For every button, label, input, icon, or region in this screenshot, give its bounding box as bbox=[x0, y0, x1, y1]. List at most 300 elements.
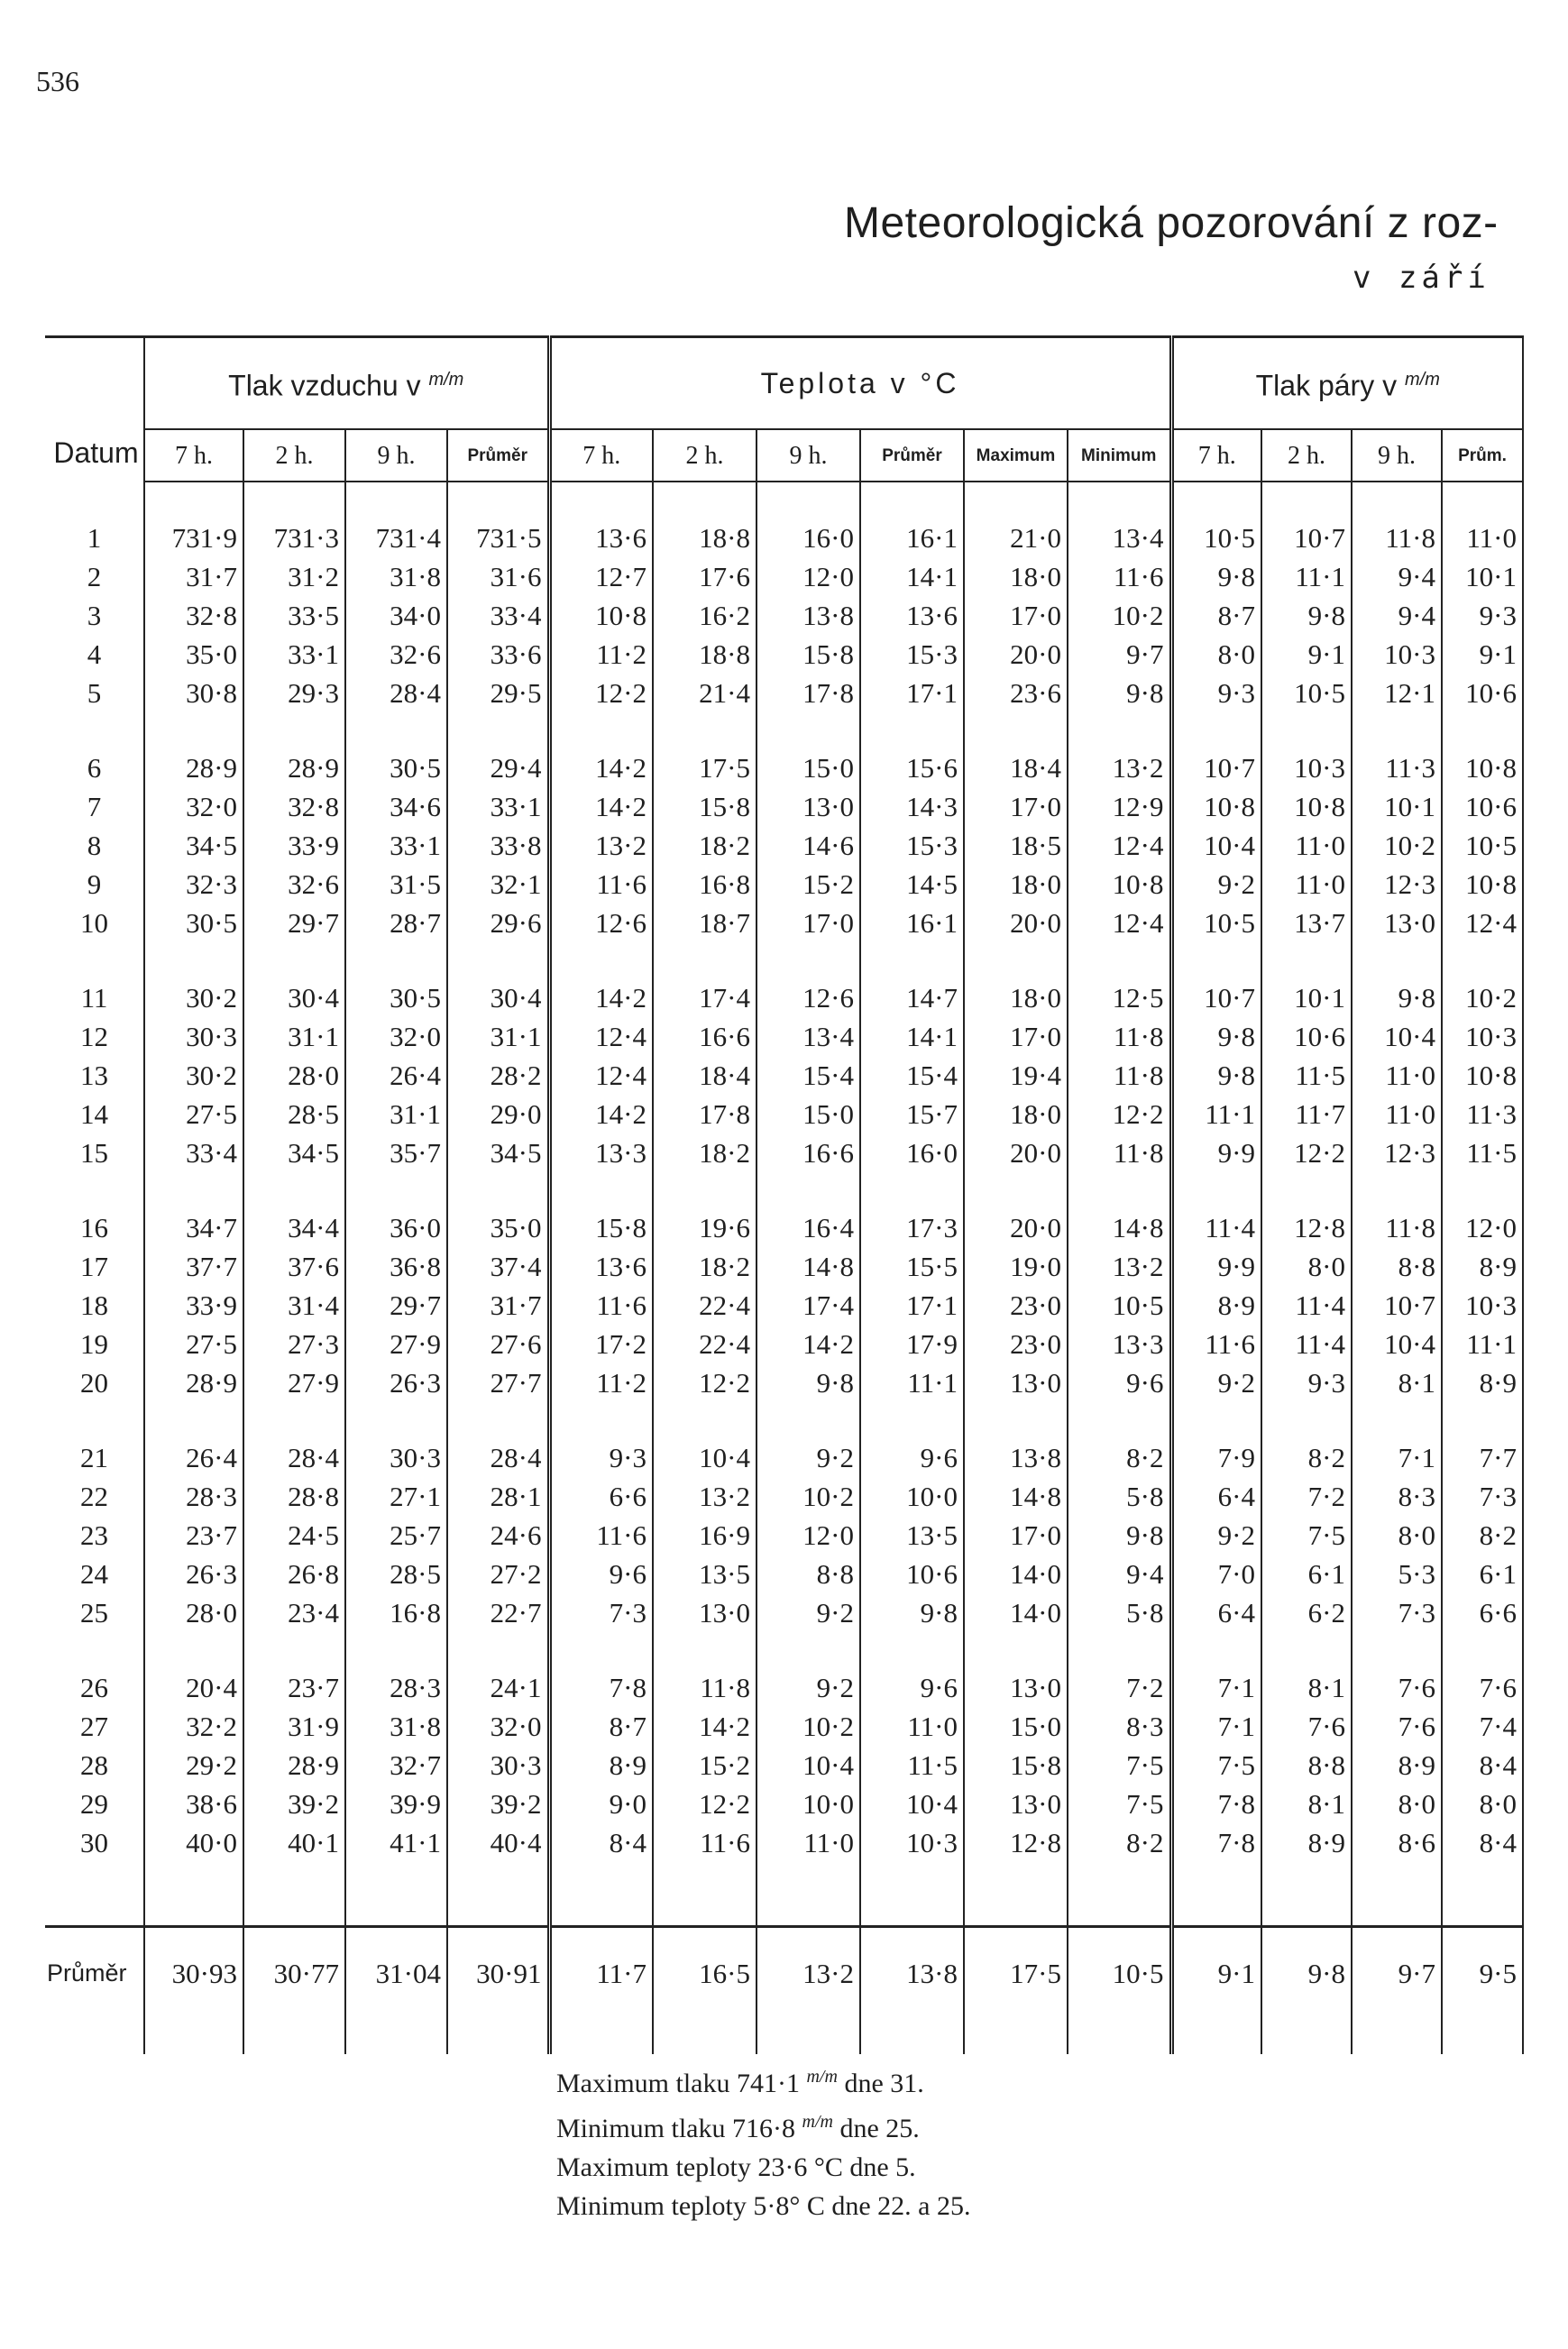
table-row bbox=[45, 1208, 1523, 1247]
value-cell: 13·0 bbox=[964, 1785, 1068, 1823]
table-row bbox=[45, 1593, 1523, 1632]
value-cell: 11·7 bbox=[1261, 1095, 1352, 1133]
value-cell: 8·0 bbox=[1171, 635, 1261, 674]
spacer-cell bbox=[549, 1862, 653, 1927]
spacer-cell bbox=[447, 712, 549, 748]
spacer-cell bbox=[243, 1402, 345, 1438]
value-cell: 10·7 bbox=[1171, 748, 1261, 787]
value-cell: 7·3 bbox=[1442, 1477, 1523, 1516]
value-cell: 39·2 bbox=[243, 1785, 345, 1823]
value-cell: 11·1 bbox=[1171, 1095, 1261, 1133]
value-cell: 32·8 bbox=[243, 787, 345, 826]
value-cell: 17·5 bbox=[653, 748, 756, 787]
value-cell: 31·7 bbox=[144, 557, 243, 596]
value-cell: 9·6 bbox=[860, 1438, 964, 1477]
value-cell: 14·8 bbox=[964, 1477, 1068, 1516]
date-cell: 8 bbox=[87, 830, 102, 861]
value-cell: 7·7 bbox=[1442, 1438, 1523, 1477]
spacer-cell bbox=[144, 1402, 243, 1438]
value-cell: 10·8 bbox=[549, 596, 653, 635]
spacer-cell bbox=[243, 1862, 345, 1927]
value-cell: 10·2 bbox=[1442, 978, 1523, 1017]
value-cell: 28·4 bbox=[345, 674, 447, 712]
value-cell: 27·5 bbox=[144, 1095, 243, 1133]
spacer-cell bbox=[447, 2018, 549, 2054]
value-cell: 22·4 bbox=[653, 1325, 756, 1363]
group-header-row bbox=[45, 337, 1523, 430]
spacer-cell bbox=[1171, 1862, 1261, 1927]
spacer-cell bbox=[144, 1172, 243, 1208]
spacer-cell bbox=[45, 1862, 144, 1927]
value-cell: 11·8 bbox=[1068, 1056, 1171, 1095]
value-cell: 9·8 bbox=[1171, 557, 1261, 596]
value-cell: 28·8 bbox=[243, 1477, 345, 1516]
spacer-cell bbox=[1068, 712, 1171, 748]
date-cell: 30 bbox=[80, 1827, 108, 1858]
spacer-cell bbox=[345, 2018, 447, 2054]
column-header: Maximum bbox=[964, 429, 1068, 482]
spacer-cell bbox=[1171, 1402, 1261, 1438]
value-cell: 13·0 bbox=[1352, 904, 1442, 942]
value-cell: 15·2 bbox=[653, 1746, 756, 1785]
weather-table bbox=[45, 335, 1524, 2054]
value-cell: 11·4 bbox=[1171, 1208, 1261, 1247]
table-row bbox=[45, 1477, 1523, 1516]
value-cell: 32·1 bbox=[447, 865, 549, 904]
value-cell: 35·0 bbox=[447, 1208, 549, 1247]
spacer-cell bbox=[243, 1632, 345, 1668]
column-header: Minimum bbox=[1068, 429, 1171, 482]
value-cell: 12·0 bbox=[756, 1516, 860, 1555]
value-cell: 7·1 bbox=[1171, 1707, 1261, 1746]
date-cell: 4 bbox=[87, 638, 102, 670]
spacer-cell bbox=[447, 1402, 549, 1438]
value-cell: 29·7 bbox=[345, 1286, 447, 1325]
spacer-cell bbox=[653, 712, 756, 748]
spacer-cell bbox=[860, 712, 964, 748]
spacer-cell bbox=[345, 942, 447, 978]
value-cell: 34·5 bbox=[144, 826, 243, 865]
value-cell: 21·4 bbox=[653, 674, 756, 712]
value-cell: 10·3 bbox=[1261, 748, 1352, 787]
value-cell: 13·8 bbox=[756, 596, 860, 635]
value-cell: 23·7 bbox=[243, 1668, 345, 1707]
value-cell: 16·6 bbox=[756, 1133, 860, 1172]
value-cell: 9·2 bbox=[756, 1438, 860, 1477]
value-cell: 10·4 bbox=[653, 1438, 756, 1477]
value-cell: 13·5 bbox=[653, 1555, 756, 1593]
value-cell: 30·5 bbox=[144, 904, 243, 942]
value-cell: 12·7 bbox=[549, 557, 653, 596]
value-cell: 9·6 bbox=[1068, 1363, 1171, 1402]
spacer-cell bbox=[1352, 1632, 1442, 1668]
value-cell: 15·0 bbox=[756, 1095, 860, 1133]
notes bbox=[556, 2058, 970, 2225]
value-cell: 39·9 bbox=[345, 1785, 447, 1823]
value-cell: 23·0 bbox=[964, 1325, 1068, 1363]
spacer-cell bbox=[964, 712, 1068, 748]
spacer-cell bbox=[756, 712, 860, 748]
spacer-cell bbox=[1352, 1172, 1442, 1208]
group-temperature-label: Teplota v °C bbox=[760, 366, 960, 399]
value-cell: 6·1 bbox=[1261, 1555, 1352, 1593]
spacer-cell bbox=[756, 1172, 860, 1208]
date-cell: 9 bbox=[87, 868, 102, 900]
value-cell: 11·8 bbox=[1352, 518, 1442, 557]
table-row bbox=[45, 1017, 1523, 1056]
value-cell: 32·7 bbox=[345, 1746, 447, 1785]
value-cell: 8·4 bbox=[1442, 1823, 1523, 1862]
spacer-cell bbox=[243, 712, 345, 748]
value-cell: 32·0 bbox=[144, 787, 243, 826]
value-cell: 24·5 bbox=[243, 1516, 345, 1555]
value-cell: 8·6 bbox=[1352, 1823, 1442, 1862]
spacer-cell bbox=[45, 1402, 144, 1438]
table-row bbox=[45, 1095, 1523, 1133]
note-unit: m/m bbox=[806, 2067, 838, 2087]
value-cell: 17·0 bbox=[964, 787, 1068, 826]
value-cell: 30·3 bbox=[447, 1746, 549, 1785]
spacer-cell bbox=[653, 1402, 756, 1438]
date-cell: 28 bbox=[80, 1749, 108, 1781]
value-cell: 28·5 bbox=[243, 1095, 345, 1133]
value-cell: 13·4 bbox=[756, 1017, 860, 1056]
value-cell: 39·2 bbox=[447, 1785, 549, 1823]
value-cell: 15·3 bbox=[860, 635, 964, 674]
value-cell: 32·6 bbox=[345, 635, 447, 674]
value-cell: 27·3 bbox=[243, 1325, 345, 1363]
value-cell: 20·0 bbox=[964, 1208, 1068, 1247]
spacer-cell bbox=[345, 712, 447, 748]
value-cell: 12·2 bbox=[549, 674, 653, 712]
value-cell: 28·3 bbox=[345, 1668, 447, 1707]
value-cell: 11·4 bbox=[1261, 1325, 1352, 1363]
spacer-cell bbox=[653, 2018, 756, 2054]
value-cell: 8·9 bbox=[1171, 1286, 1261, 1325]
value-cell: 8·0 bbox=[1261, 1247, 1352, 1286]
column-header: 2 h. bbox=[1261, 429, 1352, 482]
value-cell: 26·3 bbox=[144, 1555, 243, 1593]
value-cell: 15·6 bbox=[860, 748, 964, 787]
value-cell: 11·0 bbox=[1261, 826, 1352, 865]
value-cell: 18·2 bbox=[653, 826, 756, 865]
value-cell: 17·4 bbox=[653, 978, 756, 1017]
value-cell: 16·2 bbox=[653, 596, 756, 635]
date-cell: 19 bbox=[80, 1328, 108, 1360]
value-cell: 7·4 bbox=[1442, 1707, 1523, 1746]
value-cell: 12·2 bbox=[653, 1363, 756, 1402]
value-cell: 14·1 bbox=[860, 1017, 964, 1056]
spacer-cell bbox=[1068, 1172, 1171, 1208]
value-cell: 32·6 bbox=[243, 865, 345, 904]
date-cell: 21 bbox=[80, 1442, 108, 1473]
value-cell: 33·1 bbox=[447, 787, 549, 826]
column-header: 9 h. bbox=[345, 429, 447, 482]
value-cell: 11·6 bbox=[1068, 557, 1171, 596]
value-cell: 30·4 bbox=[447, 978, 549, 1017]
spacer-cell bbox=[144, 2018, 243, 2054]
value-cell: 31·04 bbox=[345, 1927, 447, 2019]
value-cell: 31·1 bbox=[447, 1017, 549, 1056]
value-cell: 12·6 bbox=[549, 904, 653, 942]
value-cell: 19·4 bbox=[964, 1056, 1068, 1095]
value-cell: 10·4 bbox=[1352, 1017, 1442, 1056]
value-cell: 11·0 bbox=[1261, 865, 1352, 904]
value-cell: 13·0 bbox=[653, 1593, 756, 1632]
spacer-cell bbox=[1068, 482, 1171, 518]
value-cell: 14·2 bbox=[549, 748, 653, 787]
value-cell: 36·0 bbox=[345, 1208, 447, 1247]
spacer-cell bbox=[1352, 1402, 1442, 1438]
value-cell: 34·4 bbox=[243, 1208, 345, 1247]
value-cell: 11·5 bbox=[860, 1746, 964, 1785]
value-cell: 7·8 bbox=[1171, 1785, 1261, 1823]
value-cell: 37·7 bbox=[144, 1247, 243, 1286]
value-cell: 17·9 bbox=[860, 1325, 964, 1363]
date-cell: 24 bbox=[80, 1558, 108, 1590]
spacer-cell bbox=[1171, 712, 1261, 748]
value-cell: 33·1 bbox=[345, 826, 447, 865]
value-cell: 8·2 bbox=[1261, 1438, 1352, 1477]
column-header: 9 h. bbox=[1352, 429, 1442, 482]
value-cell: 32·2 bbox=[144, 1707, 243, 1746]
value-cell: 11·6 bbox=[549, 1516, 653, 1555]
value-cell: 31·8 bbox=[345, 557, 447, 596]
value-cell: 14·7 bbox=[860, 978, 964, 1017]
value-cell: 38·6 bbox=[144, 1785, 243, 1823]
value-cell: 32·0 bbox=[447, 1707, 549, 1746]
value-cell: 11·1 bbox=[1442, 1325, 1523, 1363]
value-cell: 10·5 bbox=[1442, 826, 1523, 865]
date-cell: 7 bbox=[87, 791, 102, 822]
date-cell: Průměr bbox=[45, 1927, 144, 2019]
spacer-cell bbox=[860, 1172, 964, 1208]
spacer-cell bbox=[1261, 1172, 1352, 1208]
spacer-cell bbox=[1442, 1862, 1523, 1927]
value-cell: 37·4 bbox=[447, 1247, 549, 1286]
table-row bbox=[45, 1823, 1523, 1862]
table-row bbox=[45, 635, 1523, 674]
value-cell: 20·4 bbox=[144, 1668, 243, 1707]
value-cell: 20·0 bbox=[964, 635, 1068, 674]
note-suffix: dne 22. a 25. bbox=[831, 2191, 971, 2221]
note-min-temperature bbox=[556, 2187, 970, 2225]
value-cell: 11·0 bbox=[1352, 1056, 1442, 1095]
spacer-cell bbox=[1442, 712, 1523, 748]
value-cell: 10·7 bbox=[1171, 978, 1261, 1017]
group-gap-row bbox=[45, 942, 1523, 978]
spacer-cell bbox=[860, 942, 964, 978]
value-cell: 11·3 bbox=[1442, 1095, 1523, 1133]
value-cell: 28·1 bbox=[447, 1477, 549, 1516]
value-cell: 8·4 bbox=[1442, 1746, 1523, 1785]
value-cell: 18·7 bbox=[653, 904, 756, 942]
spacer-cell bbox=[1442, 942, 1523, 978]
value-cell: 10·3 bbox=[1442, 1017, 1523, 1056]
spacer-cell bbox=[1442, 2018, 1523, 2054]
value-cell: 13·2 bbox=[1068, 1247, 1171, 1286]
value-cell: 9·8 bbox=[1068, 1516, 1171, 1555]
page-title: Meteorologická pozorování z roz- bbox=[844, 199, 1499, 247]
date-cell: 10 bbox=[80, 907, 108, 939]
value-cell: 10·5 bbox=[1171, 518, 1261, 557]
value-cell: 30·8 bbox=[144, 674, 243, 712]
value-cell: 11·6 bbox=[653, 1823, 756, 1862]
value-cell: 13·8 bbox=[860, 1927, 964, 2019]
value-cell: 31·8 bbox=[345, 1707, 447, 1746]
group-gap-row bbox=[45, 712, 1523, 748]
value-cell: 11·7 bbox=[549, 1927, 653, 2019]
value-cell: 12·8 bbox=[1261, 1208, 1352, 1247]
value-cell: 10·8 bbox=[1442, 865, 1523, 904]
value-cell: 7·5 bbox=[1261, 1516, 1352, 1555]
spacer-cell bbox=[1171, 1632, 1261, 1668]
value-cell: 17·3 bbox=[860, 1208, 964, 1247]
value-cell: 7·5 bbox=[1068, 1785, 1171, 1823]
group-gap-row bbox=[45, 1402, 1523, 1438]
column-header: 7 h. bbox=[1171, 429, 1261, 482]
value-cell: 7·2 bbox=[1068, 1668, 1171, 1707]
value-cell: 10·1 bbox=[1261, 978, 1352, 1017]
value-cell: 19·0 bbox=[964, 1247, 1068, 1286]
date-cell: 29 bbox=[80, 1788, 108, 1820]
value-cell: 8·2 bbox=[1442, 1516, 1523, 1555]
value-cell: 8·9 bbox=[1442, 1247, 1523, 1286]
table-row bbox=[45, 1247, 1523, 1286]
value-cell: 8·1 bbox=[1261, 1668, 1352, 1707]
value-cell: 17·4 bbox=[756, 1286, 860, 1325]
value-cell: 10·8 bbox=[1442, 1056, 1523, 1095]
value-cell: 41·1 bbox=[345, 1823, 447, 1862]
value-cell: 13·6 bbox=[549, 1247, 653, 1286]
value-cell: 10·2 bbox=[756, 1477, 860, 1516]
group-pressure-label: Tlak vzduchu v bbox=[228, 369, 421, 402]
value-cell: 11·0 bbox=[1442, 518, 1523, 557]
value-cell: 9·2 bbox=[1171, 865, 1261, 904]
value-cell: 27·9 bbox=[345, 1325, 447, 1363]
value-cell: 11·6 bbox=[1171, 1325, 1261, 1363]
value-cell: 29·0 bbox=[447, 1095, 549, 1133]
value-cell: 12·3 bbox=[1352, 1133, 1442, 1172]
value-cell: 23·6 bbox=[964, 674, 1068, 712]
value-cell: 10·0 bbox=[756, 1785, 860, 1823]
spacer-cell bbox=[45, 942, 144, 978]
value-cell: 10·4 bbox=[1352, 1325, 1442, 1363]
value-cell: 7·8 bbox=[549, 1668, 653, 1707]
spacer-cell bbox=[45, 1172, 144, 1208]
spacer-cell bbox=[1442, 1172, 1523, 1208]
value-cell: 12·4 bbox=[549, 1017, 653, 1056]
spacer-cell bbox=[1442, 482, 1523, 518]
value-cell: 10·7 bbox=[1261, 518, 1352, 557]
value-cell: 7·6 bbox=[1352, 1668, 1442, 1707]
spacer-cell bbox=[1068, 1632, 1171, 1668]
value-cell: 6·6 bbox=[549, 1477, 653, 1516]
spacer-cell bbox=[243, 1172, 345, 1208]
value-cell: 27·9 bbox=[243, 1363, 345, 1402]
value-cell: 9·8 bbox=[1261, 596, 1352, 635]
spacer-cell bbox=[447, 482, 549, 518]
value-cell: 30·5 bbox=[345, 748, 447, 787]
value-cell: 40·1 bbox=[243, 1823, 345, 1862]
value-cell: 17·0 bbox=[964, 1017, 1068, 1056]
value-cell: 13·2 bbox=[1068, 748, 1171, 787]
value-cell: 27·6 bbox=[447, 1325, 549, 1363]
value-cell: 30·4 bbox=[243, 978, 345, 1017]
value-cell: 14·0 bbox=[964, 1555, 1068, 1593]
value-cell: 28·9 bbox=[243, 1746, 345, 1785]
value-cell: 17·0 bbox=[964, 1516, 1068, 1555]
spacer-cell bbox=[653, 1172, 756, 1208]
value-cell: 16·0 bbox=[756, 518, 860, 557]
value-cell: 9·8 bbox=[1171, 1056, 1261, 1095]
value-cell: 13·3 bbox=[549, 1133, 653, 1172]
date-cell: 3 bbox=[87, 600, 102, 631]
value-cell: 34·5 bbox=[243, 1133, 345, 1172]
spacer-cell bbox=[964, 1172, 1068, 1208]
spacer-cell bbox=[860, 1862, 964, 1927]
value-cell: 8·9 bbox=[1261, 1823, 1352, 1862]
table-row bbox=[45, 1438, 1523, 1477]
value-cell: 28·5 bbox=[345, 1555, 447, 1593]
value-cell: 9·2 bbox=[756, 1593, 860, 1632]
note-suffix: dne 25. bbox=[839, 2114, 920, 2143]
value-cell: 27·7 bbox=[447, 1363, 549, 1402]
spacer-cell bbox=[243, 482, 345, 518]
value-cell: 14·2 bbox=[549, 978, 653, 1017]
spacer-cell bbox=[243, 942, 345, 978]
spacer-cell bbox=[1352, 1862, 1442, 1927]
value-cell: 9·1 bbox=[1442, 635, 1523, 674]
value-cell: 14·8 bbox=[1068, 1208, 1171, 1247]
value-cell: 15·8 bbox=[549, 1208, 653, 1247]
value-cell: 22·7 bbox=[447, 1593, 549, 1632]
table-row bbox=[45, 1056, 1523, 1095]
value-cell: 9·9 bbox=[1171, 1247, 1261, 1286]
value-cell: 6·1 bbox=[1442, 1555, 1523, 1593]
value-cell: 12·2 bbox=[1261, 1133, 1352, 1172]
value-cell: 33·8 bbox=[447, 826, 549, 865]
table-row bbox=[45, 1707, 1523, 1746]
value-cell: 16·1 bbox=[860, 518, 964, 557]
date-cell: 23 bbox=[80, 1519, 108, 1551]
value-cell: 10·4 bbox=[756, 1746, 860, 1785]
value-cell: 33·4 bbox=[447, 596, 549, 635]
value-cell: 7·8 bbox=[1171, 1823, 1261, 1862]
table-row bbox=[45, 748, 1523, 787]
column-header: Prům. bbox=[1442, 429, 1523, 482]
spacer-cell bbox=[345, 1632, 447, 1668]
value-cell: 28·7 bbox=[345, 904, 447, 942]
value-cell: 33·5 bbox=[243, 596, 345, 635]
value-cell: 20·0 bbox=[964, 1133, 1068, 1172]
value-cell: 23·4 bbox=[243, 1593, 345, 1632]
spacer-cell bbox=[860, 1402, 964, 1438]
spacer-cell bbox=[1171, 1172, 1261, 1208]
value-cell: 28·4 bbox=[447, 1438, 549, 1477]
table-row bbox=[45, 826, 1523, 865]
group-vapor-unit: m/m bbox=[1404, 370, 1440, 390]
value-cell: 10·3 bbox=[1352, 635, 1442, 674]
value-cell: 10·1 bbox=[1442, 557, 1523, 596]
value-cell: 27·2 bbox=[447, 1555, 549, 1593]
value-cell: 7·2 bbox=[1261, 1477, 1352, 1516]
value-cell: 18·0 bbox=[964, 865, 1068, 904]
group-gap-row bbox=[45, 1172, 1523, 1208]
value-cell: 12·6 bbox=[756, 978, 860, 1017]
value-cell: 6·4 bbox=[1171, 1477, 1261, 1516]
spacer-cell bbox=[1068, 1862, 1171, 1927]
